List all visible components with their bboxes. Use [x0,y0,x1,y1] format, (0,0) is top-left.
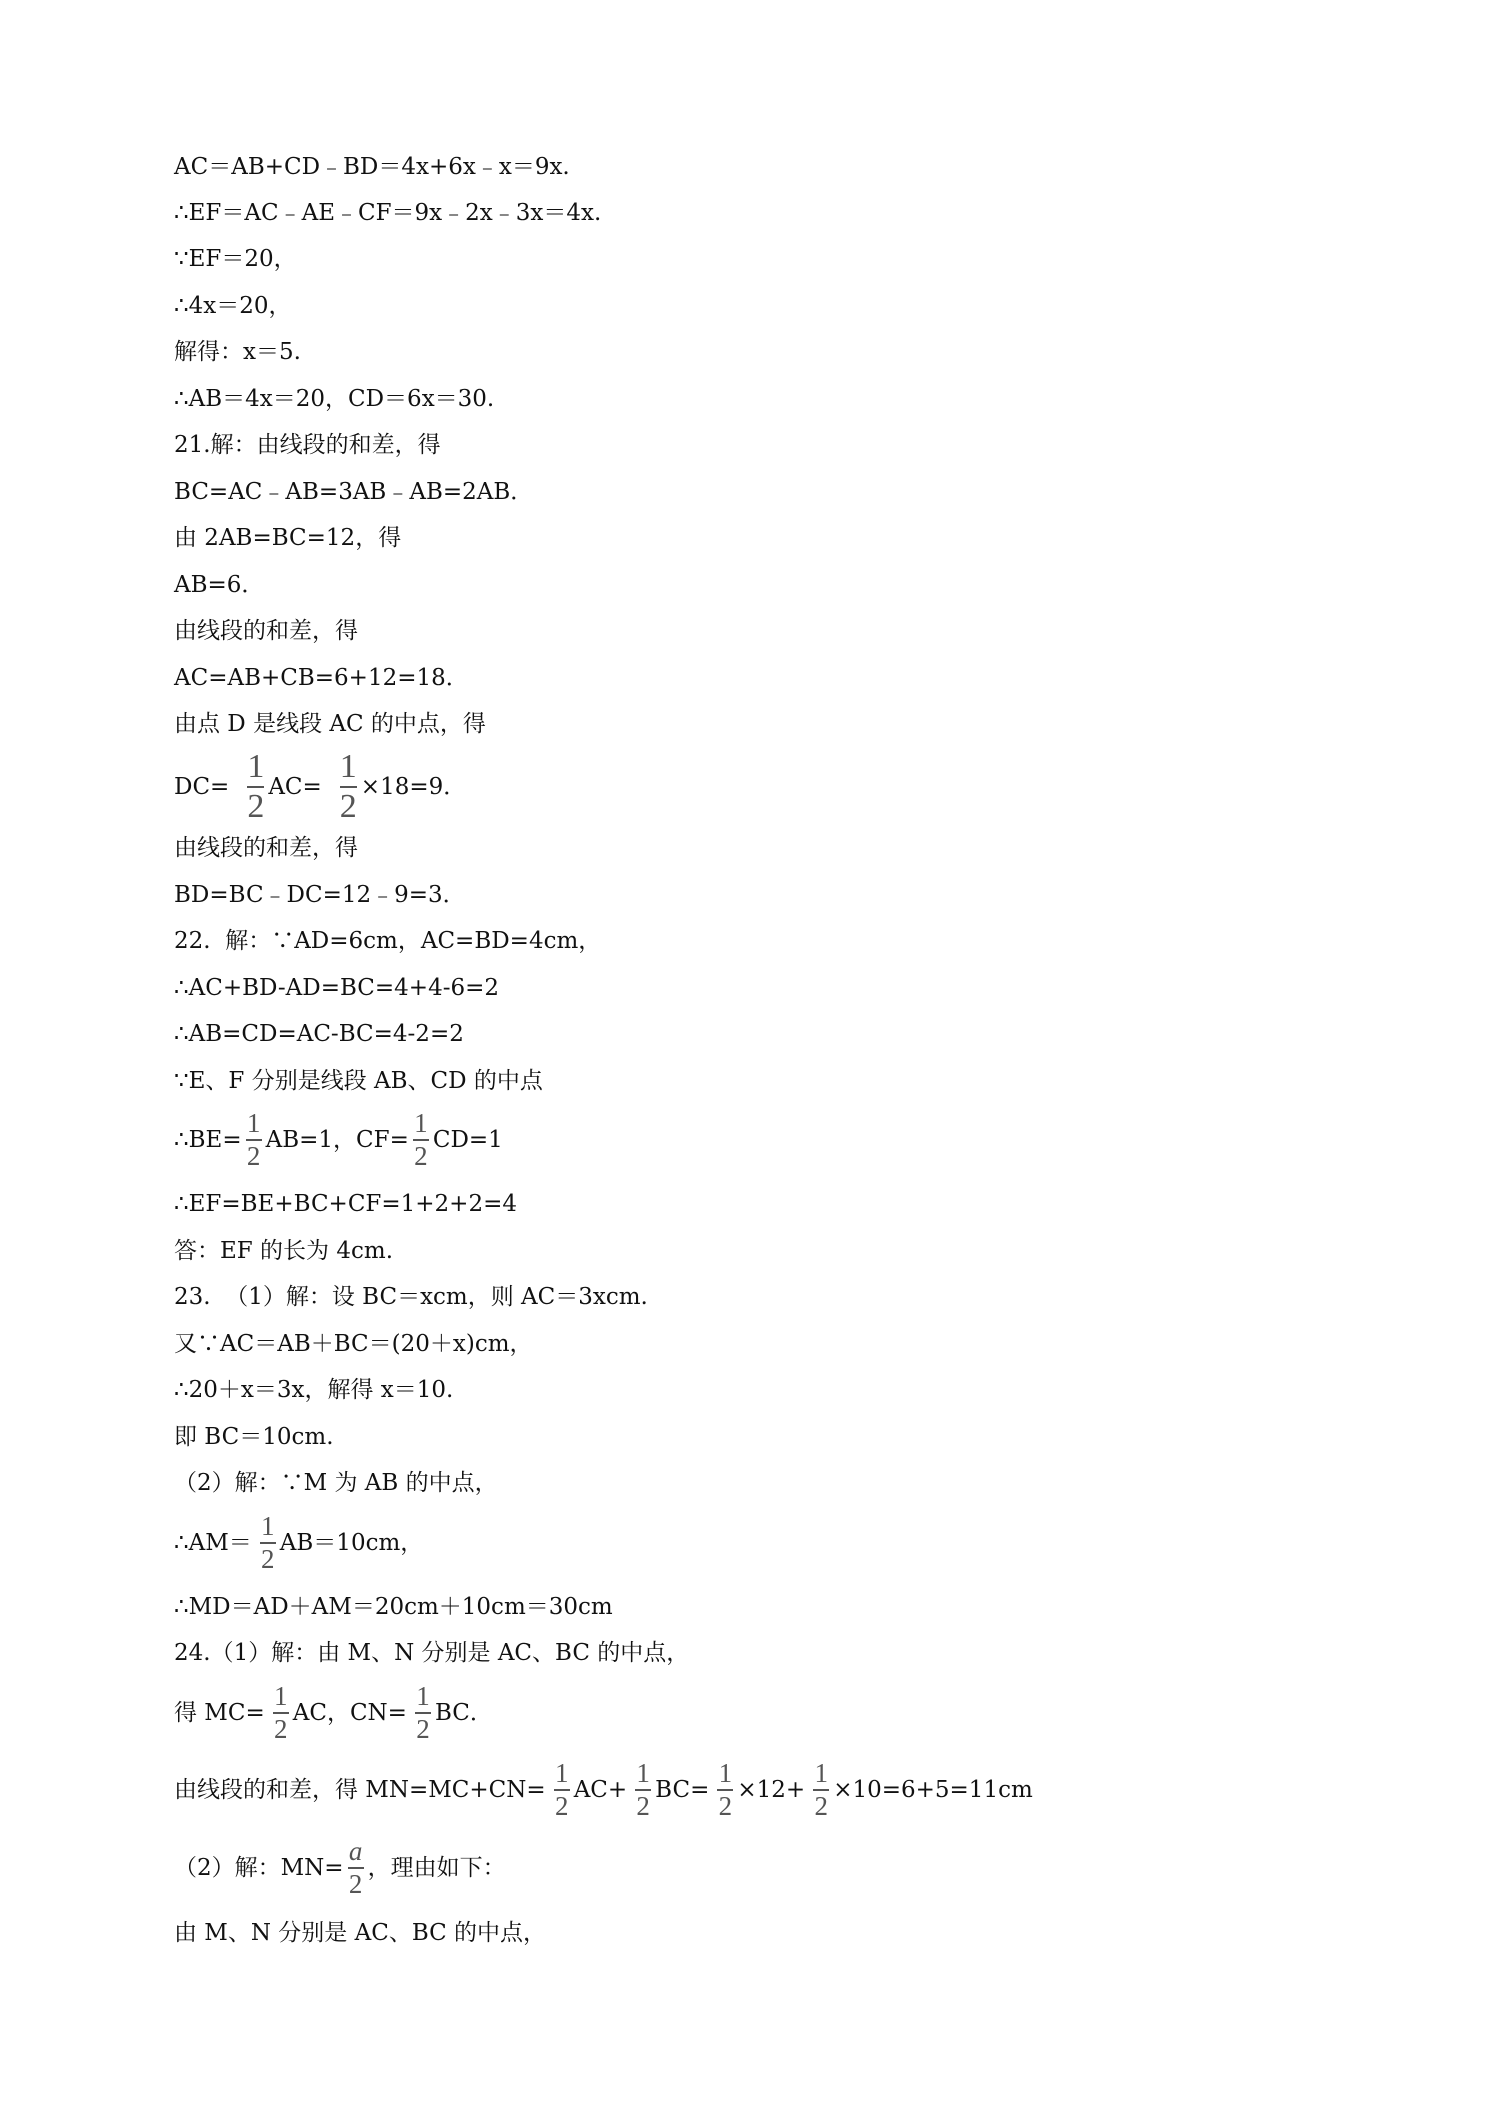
fraction-denominator: 2 [247,788,265,825]
fraction-half [340,750,357,824]
fraction-denominator: 2 [273,1714,288,1744]
line-text: ∴4x＝20， [174,293,292,319]
text-line [174,616,358,646]
fraction-half [717,1760,733,1820]
fraction-a-half [348,1838,364,1898]
fraction-numerator: 1 [636,1758,650,1788]
text-line [174,1019,464,1049]
line-text: AC+ [573,1777,628,1803]
line-text: ∴BE= [174,1127,242,1153]
line-text: 答：EF 的长为 4cm. [174,1238,394,1264]
text-line [174,337,301,367]
fraction-half [246,1110,262,1170]
problem-24-heading [174,1638,689,1668]
problem-21-heading [174,430,441,460]
fraction-numerator: 1 [246,1108,261,1138]
text-line [174,973,499,1003]
answer-line [174,1236,393,1266]
text-line [174,1592,613,1622]
text-line [174,1918,546,1948]
line-text: （2）解：∵M 为 AB 的中点， [174,1470,498,1496]
formula-line [174,1683,493,1743]
formula-line [174,750,466,824]
line-text: ，理由如下： [367,1855,506,1881]
text-line [174,1329,533,1359]
fraction-numerator: 1 [247,748,265,785]
fraction-numerator: 1 [261,1511,275,1541]
line-text: ∴20＋x＝3x，解得 x＝10. [174,1377,454,1403]
line-text: AC=AB+CB=6+12=18． [174,665,469,691]
line-text: BD=BC﹣DC=12﹣9=3． [174,882,466,908]
fraction-denominator: 2 [261,1544,275,1574]
text-line [174,880,466,910]
text-line [174,152,570,182]
text-line [174,570,264,600]
fraction-denominator: 2 [348,1869,363,1899]
line-text: ∴AB＝4x＝20，CD＝6x＝30. [174,386,495,412]
line-text: DC= [174,774,230,800]
line-text: BC= [655,1777,710,1803]
line-text: BC． [434,1700,493,1726]
formula-line [174,1513,423,1573]
text-line [174,663,469,693]
line-text: ∵EF＝20， [174,246,297,272]
fraction-denominator: 2 [814,1791,828,1821]
fraction-numerator: 1 [814,1758,828,1788]
line-text: 由 M、N 分别是 AC、BC 的中点， [174,1920,547,1946]
line-text: 解得：x＝5. [174,339,301,365]
line-text: ∴AC+BD-AD=BC=4+4-6=2 [174,975,500,1001]
formula-line [174,1110,503,1170]
fraction-half [813,1760,829,1820]
line-text: BC=AC﹣AB=3AB﹣AB=2AB． [174,479,534,505]
text-line [174,1189,517,1219]
line-text: AC，CN= [292,1700,407,1726]
fraction-half [260,1513,276,1573]
line-text: ∴EF＝AC﹣AE﹣CF＝9x﹣2x﹣3x＝4x. [174,200,602,226]
problem-23-heading [174,1282,648,1312]
fraction-denominator: 2 [414,1141,428,1171]
line-text: （2）解：MN= [174,1855,344,1881]
line-text: AB＝10cm， [279,1530,424,1556]
line-text: 又∵AC＝AB＋BC＝(20＋x)cm， [174,1331,533,1357]
line-text: ×12+ [737,1777,806,1803]
text-line [174,477,533,507]
fraction-half [273,1683,289,1743]
line-text: AC= [268,774,322,800]
fraction-half [247,750,264,824]
line-text: 由点 D 是线段 AC 的中点，得 [174,711,486,737]
line-text: ×10=6+5=11cm [833,1777,1033,1803]
line-text: 由 2AB=BC=12，得 [174,525,402,551]
fraction-numerator: 1 [339,748,357,785]
line-text: AB=6． [174,572,265,598]
fraction-denominator: 2 [636,1791,650,1821]
text-line [174,198,601,228]
line-text: ∴MD＝AD＋AM＝20cm＋10cm＝30cm [174,1594,613,1620]
line-text: 得 MC= [174,1700,265,1726]
text-line [174,291,292,321]
fraction-numerator: 1 [554,1758,569,1788]
text-line [174,1422,334,1452]
line-text: 21.解：由线段的和差，得 [174,432,441,458]
text-line [174,709,486,739]
fraction-half [554,1760,570,1820]
line-text: 由线段的和差，得 MN=MC+CN= [174,1777,546,1803]
line-text: 由线段的和差，得 [174,618,358,644]
line-text: ×18=9． [360,774,467,800]
text-line [174,1066,543,1096]
formula-line [174,1760,1033,1820]
fraction-numerator: 1 [416,1681,430,1711]
line-text: 23. （1）解：设 BC＝xcm，则 AC＝3xcm. [174,1284,648,1310]
fraction-denominator: 2 [718,1791,733,1821]
fraction-numerator: 1 [414,1108,428,1138]
text-line [174,244,297,274]
line-text: 24.（1）解：由 M、N 分别是 AC、BC 的中点， [174,1640,690,1666]
line-text: AC＝AB+CD﹣BD＝4x+6x﹣x＝9x. [174,154,570,180]
line-text: 即 BC＝10cm. [174,1424,334,1450]
fraction-denominator: 2 [416,1714,430,1744]
line-text: AB=1，CF= [265,1127,409,1153]
line-text: 由线段的和差，得 [174,835,358,861]
text-line [174,384,494,414]
problem-22-heading [174,926,601,956]
fraction-denominator: 2 [554,1791,569,1821]
line-text: ∴AM＝ [174,1530,252,1556]
line-text: ∴AB=CD=AC-BC=4-2=2 [174,1021,464,1047]
line-text: ∴EF=BE+BC+CF=1+2+2=4 [174,1191,517,1217]
line-text: 22. 解：∵AD=6cm，AC=BD=4cm， [174,928,602,954]
fraction-numerator: 1 [273,1681,288,1711]
text-line [174,523,401,553]
fraction-numerator: a [348,1836,363,1866]
fraction-denominator: 2 [339,788,357,825]
fraction-half [415,1683,431,1743]
fraction-denominator: 2 [246,1141,261,1171]
text-line [174,1375,453,1405]
fraction-numerator: 1 [718,1758,733,1788]
line-text: ∵E、F 分别是线段 AB、CD 的中点 [174,1068,543,1094]
text-line [174,1468,498,1498]
formula-line [174,1838,506,1898]
fraction-half [635,1760,651,1820]
line-text: CD=1 [432,1127,503,1153]
text-line [174,833,358,863]
fraction-half [413,1110,429,1170]
